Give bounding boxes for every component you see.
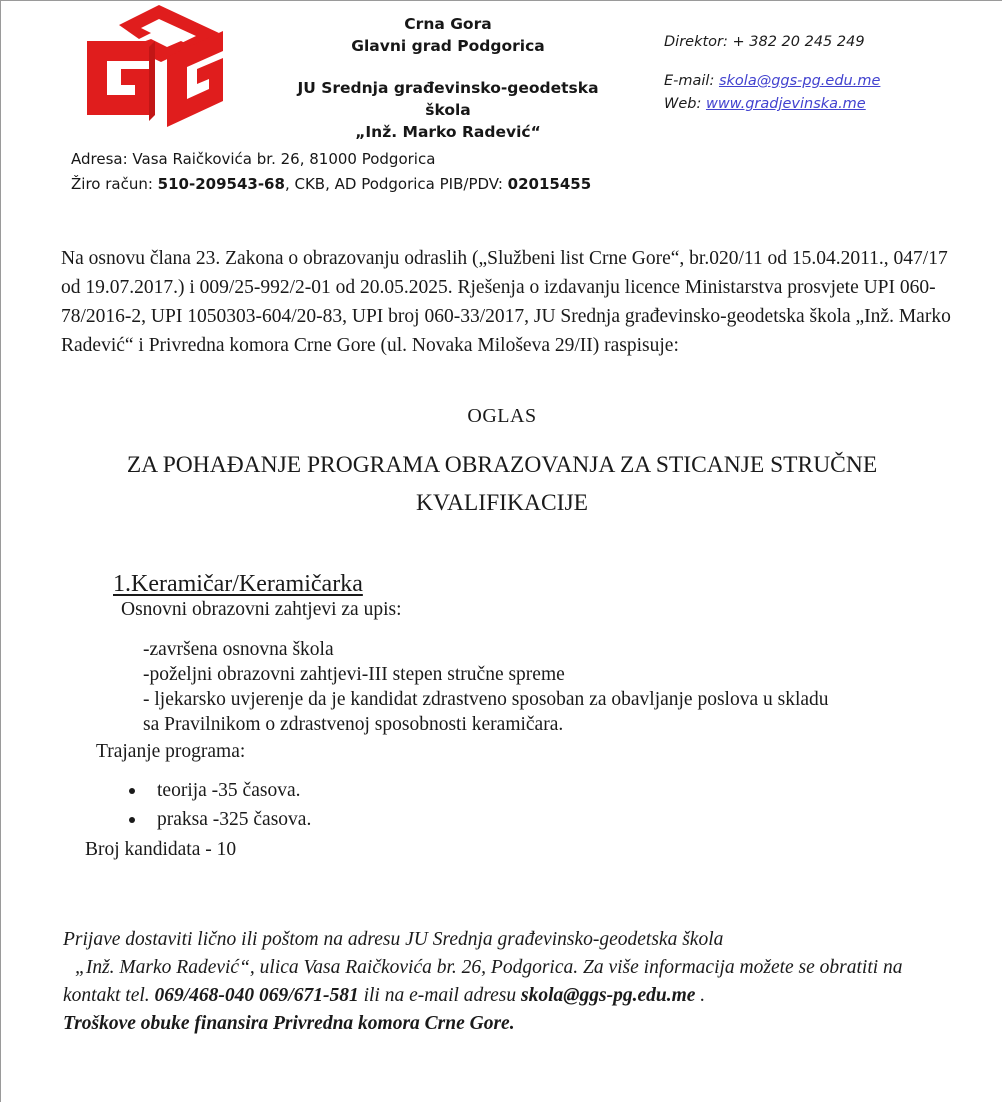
requirement-item: -poželjni obrazovni zahtjevi-III stepen stručne spreme: [143, 664, 565, 685]
closing-line-1: Prijave dostaviti lično ili poštom na adresu JU Srednja građevinsko-geodetska škola: [63, 929, 724, 950]
web-row: [664, 93, 994, 116]
bank-label: Žiro račun:: [71, 175, 158, 193]
email-link[interactable]: skola@ggs-pg.edu.me: [718, 73, 881, 89]
requirement-item: -završena osnovna škola: [143, 639, 334, 660]
closing-period: .: [695, 985, 706, 1006]
email-intro-text: ili na e-mail adresu: [358, 985, 522, 1006]
legal-basis-paragraph: Na osnovu člana 23. Zakona o obrazovanju odraslih („Službeni list Crne Gore“, br.020/11 od 15.04.2011., 047/17 od 19.07.2017.) i 009/25-992/2-01 od 20.05.2025. Rješenja o izdavanju licence Ministarstva prosvjete UPI 060-78/2016-2, UPI 1050303-604/20-83, UPI broj 060-33/2017, JU Srednja građevinsko-geodetska škola „Inž. Marko Radević“ i Privredna komora Crne Gore (ul. Novaka Miloševa 29/II) raspisuje:: [61, 248, 951, 356]
section-heading-keramicar: 1.Keramičar/Keramičarka: [113, 571, 363, 597]
section-subheading-requirements: Osnovni obrazovni zahtjevi za upis:: [121, 599, 402, 620]
email-label: E-mail:: [664, 73, 719, 89]
page-title-main: ZA POHAĐANJE PROGRAMA OBRAZOVANJA ZA STICANJE STRUČNE KVALIFIKACIJE: [126, 452, 878, 516]
duration-bullet-list: [97, 776, 311, 834]
contact-tel-label: kontakt tel.: [63, 985, 155, 1006]
closing-line-2: „Inž. Marko Radević“, ulica Vasa Raičkovića br. 26, Podgorica. Za više informacija možete se obratiti na: [75, 957, 903, 978]
closing-email-address: skola@ggs-pg.edu.me: [521, 985, 696, 1006]
closing-paragraph: [63, 926, 923, 1038]
organization-block: [273, 13, 623, 143]
bank-middle: , CKB, AD Podgorica PIB/PDV:: [284, 175, 508, 193]
org-line-school: JU Srednja građevinsko-geodetska škola: [297, 79, 599, 119]
pib-number: 02015455: [507, 175, 592, 193]
requirement-item: sa Pravilnikom o zdrastvenoj sposobnosti keramičara.: [143, 714, 564, 735]
org-line-city: Glavni grad Podgorica: [351, 37, 545, 55]
requirements-list: [143, 637, 903, 737]
email-row: [664, 70, 994, 93]
org-line-school-name: „Inž. Marko Radević“: [355, 123, 541, 141]
web-label: Web:: [664, 96, 706, 112]
contact-phone-numbers: 069/468-040 069/671-581: [154, 985, 359, 1006]
duration-label: Trajanje programa:: [96, 741, 246, 762]
bank-account-number: 510-209543-68: [157, 175, 285, 193]
list-item: praksa -325 časova.: [129, 805, 311, 834]
ggs-cube-logo-icon: [63, 3, 228, 129]
address-line: Adresa: Vasa Raičkovića br. 26, 81000 Podgorica: [71, 150, 436, 168]
list-item: teorija -35 časova.: [129, 776, 311, 805]
candidate-count: Broj kandidata - 10: [85, 839, 237, 860]
closing-line-3: [63, 982, 923, 1010]
document-header: [1, 1, 1002, 141]
closing-line-4-financing: Troškove obuke finansira Privredna komora Crne Gore.: [63, 1013, 515, 1034]
director-phone: Direktor: + 382 20 245 249: [664, 34, 865, 50]
address-block: [71, 147, 771, 197]
requirement-item: - ljekarsko uvjerenje da je kandidat zdrastveno sposoban za obavljanje poslova u skladu: [143, 689, 829, 710]
contact-block: [664, 31, 994, 116]
bank-account-line: [71, 172, 771, 197]
web-link[interactable]: www.gradjevinska.me: [705, 96, 866, 112]
page-title-oglas: OGLAS: [467, 405, 537, 427]
org-line-country: Crna Gora: [404, 15, 492, 33]
